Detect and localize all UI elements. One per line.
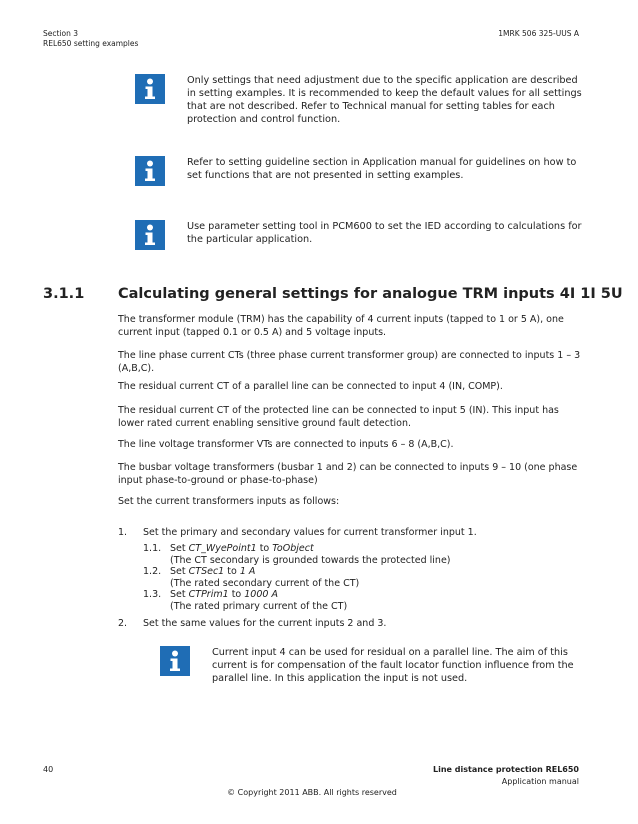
paragraph: Set the current transformers inputs as follows: bbox=[118, 496, 340, 507]
note-text: Current input 4 can be used for residual on a parallel line. The aim of this current is for compensation of the fault locator function influence from the parallel line. In this application the input is not used. bbox=[212, 647, 574, 684]
substep-text: Set CTSec1 to 1 A bbox=[170, 566, 256, 577]
header-doc-id: 1MRK 506 325-UUS A bbox=[498, 29, 579, 38]
parameter-value: 1 A bbox=[239, 566, 256, 577]
page-header-left bbox=[43, 29, 138, 48]
paragraph: The line voltage transformer VTs are connected to inputs 6 – 8 (A,B,C). bbox=[118, 439, 454, 450]
info-icon bbox=[160, 646, 190, 676]
copyright: © Copyright 2011 ABB. All rights reserved bbox=[227, 788, 397, 797]
substep-number: 1.3. bbox=[143, 589, 162, 600]
page-number: 40 bbox=[43, 765, 54, 774]
note-text: Refer to setting guideline section in Application manual for guidelines on how to set functions that are not presented in setting examples. bbox=[187, 157, 577, 181]
parameter-name: CTPrim1 bbox=[188, 589, 229, 600]
parameter-value: ToObject bbox=[272, 543, 314, 554]
substep-number: 1.1. bbox=[143, 543, 162, 554]
parameter-name: CTSec1 bbox=[188, 566, 225, 577]
header-section: Section 3 bbox=[43, 29, 79, 38]
paragraph: The residual current CT of the protected line can be connected to input 5 (IN). This input has lower rated current enabling sensitive ground fault detection. bbox=[118, 405, 559, 429]
parameter-value: 1000 A bbox=[244, 589, 278, 600]
info-icon bbox=[135, 74, 165, 104]
substep-text: Set CT_WyePoint1 to ToObject bbox=[170, 543, 314, 554]
paragraph: The busbar voltage transformers (busbar 1 and 2) can be connected to inputs 9 – 10 (one phase input phase-to-ground or phase-to-phase) bbox=[118, 462, 578, 486]
footer-title: Line distance protection REL650 bbox=[433, 765, 579, 774]
section-title: Calculating general settings for analogue TRM inputs 4I 1I 5U bbox=[118, 286, 623, 302]
header-subtitle: REL650 setting examples bbox=[43, 38, 139, 48]
step-text: Set the same values for the current inputs 2 and 3. bbox=[143, 618, 387, 629]
parameter-name: CT_WyePoint1 bbox=[188, 543, 257, 554]
step-text: Set the primary and secondary values for current transformer input 1. bbox=[143, 527, 477, 538]
footer-subtitle: Application manual bbox=[501, 777, 579, 786]
info-icon bbox=[135, 220, 165, 250]
step-number: 2. bbox=[118, 618, 128, 629]
paragraph: The residual current CT of a parallel line can be connected to input 4 (IN, COMP). bbox=[118, 381, 503, 392]
info-icon bbox=[135, 156, 165, 186]
paragraph: The transformer module (TRM) has the capability of 4 current inputs (tapped to 1 or 5 A), one current input (tapped 0.1 or 0.5 A) and 5 voltage inputs. bbox=[118, 314, 564, 338]
substep-text: Set CTPrim1 to 1000 A bbox=[170, 589, 278, 600]
substep-note: (The rated secondary current of the CT) bbox=[170, 578, 360, 589]
substep-note: (The rated primary current of the CT) bbox=[170, 601, 348, 612]
note-text: Only settings that need adjustment due to the specific application are described in setting examples. It is recommended to keep the default values for all settings that are not described. Refer to Technical manual for setting tables for each protection and control function. bbox=[187, 75, 582, 125]
substep-note: (The CT secondary is grounded towards the protected line) bbox=[170, 555, 451, 566]
note-text: Use parameter setting tool in PCM600 to set the IED according to calculations for the particular application. bbox=[187, 221, 582, 245]
substep-number: 1.2. bbox=[143, 566, 162, 577]
section-number: 3.1.1 bbox=[43, 286, 85, 302]
paragraph: The line phase current CTs (three phase current transformer group) are connected to inputs 1 – 3 (A,B,C). bbox=[118, 350, 581, 374]
step-number: 1. bbox=[118, 527, 128, 538]
